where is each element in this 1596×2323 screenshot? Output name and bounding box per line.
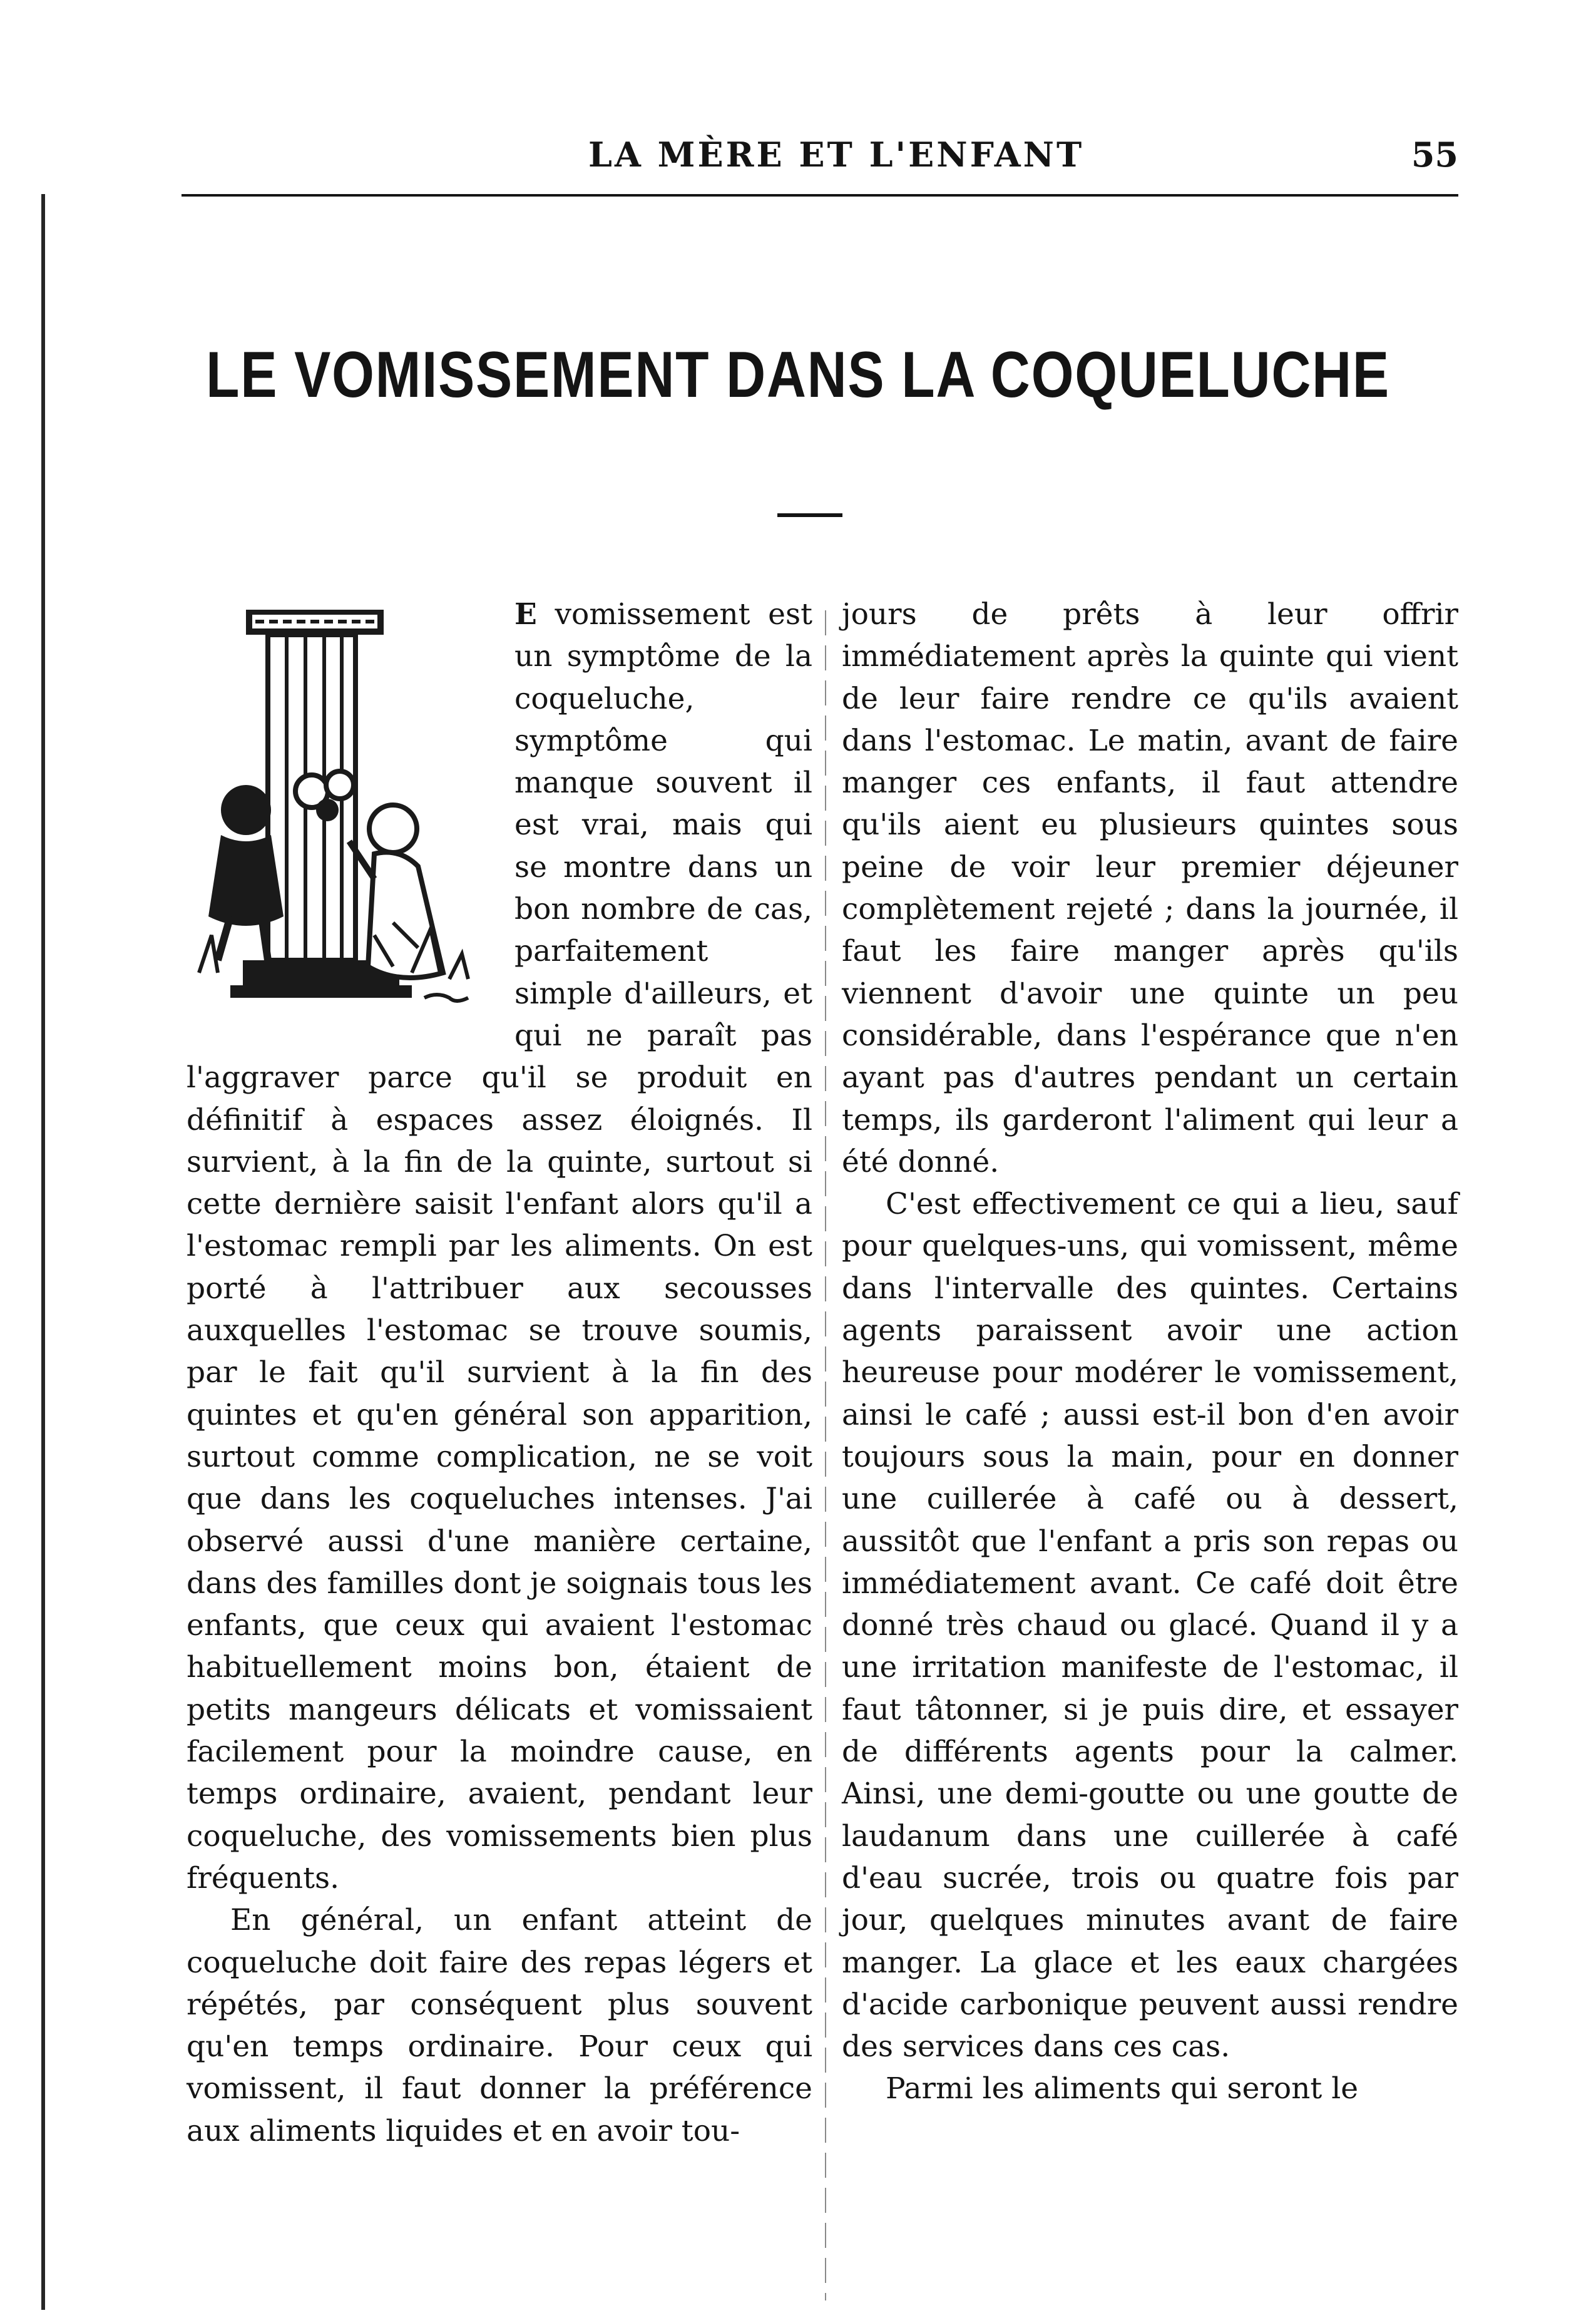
title-rule	[777, 513, 842, 517]
running-header	[182, 128, 1458, 185]
header-rule	[182, 194, 1458, 197]
paragraph-1-text: vomissement est un symptôme de la coqueluche, symptôme qui manque souvent il est vrai, mais qui se montre dans un bon nombre de cas, parfaitement simple d'ailleurs, et qui ne paraît pas l'aggraver parce qu'il se produit en définitif à espaces assez éloignés. Il survient, à la fin de la quinte, surtout si cette dernière saisit l'enfant alors qu'il a l'estomac rempli par les aliments. On est porté à l'attribuer aux secousses auxquelles l'estomac se trouve soumis, par le fait qu'il survient à la fin des quintes et qu'en général son apparition, surtout comme complication, ne se voit que dans les coqueluches intenses. J'ai observé aussi d'une manière certaine, dans des familles dont je soignais tous les enfants, que ceux qui avaient l'estomac habituellement moins bon, étaient de petits mangeurs délicats et vomissaient facilement pour la moindre cause, en temps ordinaire, avaient, pendant leur coqueluche, des vomissements bien plus fréquents.	[187, 597, 812, 1895]
page-number: 55	[1411, 135, 1458, 175]
ornamental-initial-icon	[187, 597, 499, 1017]
right-column	[842, 593, 1458, 2110]
article-title: LE VOMISSEMENT DANS LA COQUELUCHE	[206, 339, 1390, 411]
left-column	[187, 593, 812, 2152]
paragraph-2: En général, un enfant atteint de coqueluche doit faire des repas légers et répétés, par conséquent plus souvent qu'en temps ordinaire. Pour ceux qui vomissent, il faut donner la préférence aux aliments liquides et en avoir tou-	[187, 1903, 812, 2148]
initial-letter: E	[514, 597, 537, 632]
running-title: LA MÈRE ET L'ENFANT	[588, 135, 1085, 175]
binding-edge	[41, 194, 45, 2310]
right-column-text	[842, 593, 1458, 2110]
column-divider	[825, 610, 826, 2300]
paragraph-1-continued: jours de prêts à leur offrir immédiatement après la quinte qui vient de leur faire rendre ce qu'ils avaient dans l'estomac. Le matin, avant de faire manger ces enfants, il faut attendre qu'ils aient eu plusieurs quintes sous peine de voir leur premier déjeuner complètement rejeté ; dans la journée, il faut les faire manger après qu'ils viennent d'avoir une quinte un peu considérable, dans l'espérance que n'en ayant pas d'autres pendant un certain temps, ils garderont l'aliment qui leur a été donné.	[842, 597, 1458, 1179]
paragraph-4-start: Parmi les aliments qui seront le	[886, 2071, 1359, 2106]
paragraph-3: C'est effectivement ce qui a lieu, sauf pour quelques-uns, qui vomissent, même dans l'intervalle des quintes. Certains agents paraissent avoir une action heureuse pour modérer le vomissement, ainsi le café ; aussi est-il bon d'en avoir toujours sous la main, pour en donner une cuillerée à café ou à dessert, aussitôt que l'enfant a pris son repas ou immédiatement avant. Ce café doit être donné très chaud ou glacé. Quand il y a une irritation manifeste de l'estomac, il faut tâtonner, si je puis dire, et essayer de différents agents pour la calmer. Ainsi, une demi-goutte ou une goutte de laudanum dans une cuillerée à café d'eau sucrée, trois ou quatre fois par jour, quelques minutes avant de faire manger. La glace et les eaux chargées d'acide carbonique peuvent aussi rendre des services dans ces cas.	[842, 1187, 1458, 2064]
